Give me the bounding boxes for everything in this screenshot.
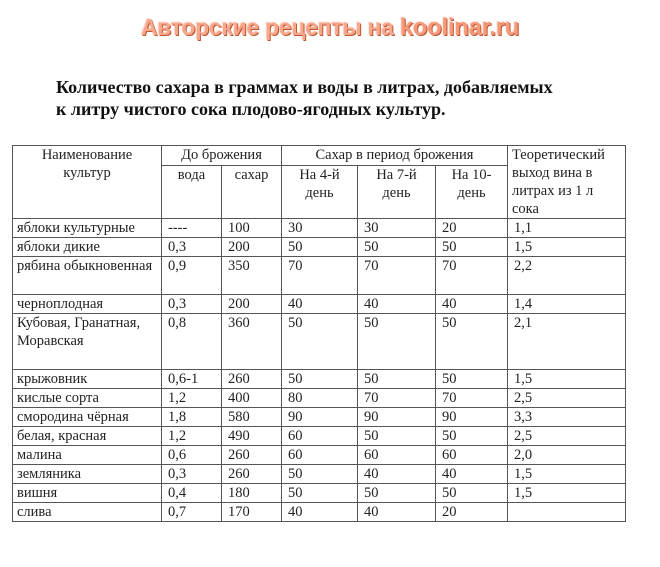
table-row <box>13 465 626 484</box>
cell-water: ---- <box>162 219 222 238</box>
cell-yield: 1,5 <box>508 370 626 389</box>
cell-yield: 1,5 <box>508 484 626 503</box>
cell-d10: 50 <box>436 427 508 446</box>
header-day4: На 4-й день <box>282 165 358 218</box>
table-row <box>13 370 626 389</box>
cell-water: 0,7 <box>162 503 222 522</box>
sugar-water-table <box>12 145 626 522</box>
cell-yield: 2,0 <box>508 446 626 465</box>
table-row <box>13 446 626 465</box>
cell-name: яблоки дикие <box>13 238 162 257</box>
cell-yield: 1,5 <box>508 465 626 484</box>
cell-d10: 70 <box>436 389 508 408</box>
cell-d10: 40 <box>436 295 508 314</box>
cell-d4: 50 <box>282 484 358 503</box>
cell-sugar: 490 <box>222 427 282 446</box>
cell-d10: 20 <box>436 219 508 238</box>
table-row <box>13 484 626 503</box>
cell-water: 0,3 <box>162 238 222 257</box>
cell-d7: 50 <box>358 427 436 446</box>
header-day7: На 7-й день <box>358 165 436 218</box>
table-row <box>13 238 626 257</box>
cell-name: малина <box>13 446 162 465</box>
cell-name: смородина чёрная <box>13 408 162 427</box>
watermark-prefix: Авторские рецепты на <box>140 14 394 40</box>
cell-yield: 3,3 <box>508 408 626 427</box>
cell-d4: 70 <box>282 257 358 295</box>
table-row <box>13 295 626 314</box>
header-yield: Теоретический выход вина в литрах из 1 л сока <box>508 146 626 219</box>
cell-name: белая, красная <box>13 427 162 446</box>
cell-sugar: 200 <box>222 238 282 257</box>
cell-yield <box>508 503 626 522</box>
cell-water: 0,8 <box>162 314 222 370</box>
cell-d4: 50 <box>282 465 358 484</box>
cell-sugar: 260 <box>222 370 282 389</box>
cell-sugar: 180 <box>222 484 282 503</box>
header-before-sugar: сахар <box>222 165 282 218</box>
cell-water: 0,4 <box>162 484 222 503</box>
cell-d10: 50 <box>436 238 508 257</box>
cell-d7: 70 <box>358 389 436 408</box>
cell-d4: 60 <box>282 446 358 465</box>
cell-water: 1,2 <box>162 427 222 446</box>
cell-sugar: 580 <box>222 408 282 427</box>
table-row <box>13 257 626 295</box>
cell-d4: 30 <box>282 219 358 238</box>
cell-sugar: 400 <box>222 389 282 408</box>
cell-yield: 1,5 <box>508 238 626 257</box>
cell-name: земляника <box>13 465 162 484</box>
header-name: Наименование культур <box>13 146 162 219</box>
cell-water: 0,9 <box>162 257 222 295</box>
cell-sugar: 100 <box>222 219 282 238</box>
cell-d10: 20 <box>436 503 508 522</box>
cell-name: крыжовник <box>13 370 162 389</box>
cell-name: черноплодная <box>13 295 162 314</box>
cell-d10: 50 <box>436 314 508 370</box>
cell-water: 0,6-1 <box>162 370 222 389</box>
cell-yield: 2,1 <box>508 314 626 370</box>
cell-d4: 50 <box>282 314 358 370</box>
cell-yield: 2,2 <box>508 257 626 295</box>
cell-d4: 40 <box>282 295 358 314</box>
cell-d7: 30 <box>358 219 436 238</box>
cell-d10: 50 <box>436 484 508 503</box>
cell-yield: 1,1 <box>508 219 626 238</box>
cell-d4: 90 <box>282 408 358 427</box>
cell-yield: 2,5 <box>508 389 626 408</box>
header-day10: На 10-день <box>436 165 508 218</box>
cell-sugar: 260 <box>222 465 282 484</box>
cell-d4: 50 <box>282 238 358 257</box>
cell-sugar: 260 <box>222 446 282 465</box>
cell-d10: 40 <box>436 465 508 484</box>
cell-d10: 70 <box>436 257 508 295</box>
header-during: Сахар в период брожения <box>282 146 508 166</box>
cell-name: слива <box>13 503 162 522</box>
cell-d7: 50 <box>358 238 436 257</box>
cell-d7: 50 <box>358 484 436 503</box>
title-line-2: к литру чистого сока плодово-ягодных культур. <box>56 99 446 119</box>
watermark <box>0 14 660 42</box>
cell-name: рябина обыкновенная <box>13 257 162 295</box>
cell-water: 0,3 <box>162 295 222 314</box>
table-row <box>13 408 626 427</box>
page-title <box>56 76 636 120</box>
cell-d7: 60 <box>358 446 436 465</box>
cell-name: Кубовая, Гранатная, Моравская <box>13 314 162 370</box>
cell-yield: 2,5 <box>508 427 626 446</box>
table-row <box>13 427 626 446</box>
cell-d4: 80 <box>282 389 358 408</box>
cell-sugar: 350 <box>222 257 282 295</box>
cell-yield: 1,4 <box>508 295 626 314</box>
cell-name: яблоки культурные <box>13 219 162 238</box>
cell-sugar: 200 <box>222 295 282 314</box>
table-row <box>13 389 626 408</box>
cell-d7: 90 <box>358 408 436 427</box>
cell-d7: 70 <box>358 257 436 295</box>
table-row <box>13 219 626 238</box>
cell-d10: 50 <box>436 370 508 389</box>
table-row <box>13 314 626 370</box>
cell-d7: 40 <box>358 503 436 522</box>
watermark-site: koolinar.ru <box>399 14 520 41</box>
cell-d7: 40 <box>358 465 436 484</box>
cell-name: кислые сорта <box>13 389 162 408</box>
cell-d7: 50 <box>358 314 436 370</box>
cell-water: 1,8 <box>162 408 222 427</box>
cell-d7: 40 <box>358 295 436 314</box>
cell-d4: 40 <box>282 503 358 522</box>
header-before: До брожения <box>162 146 282 166</box>
cell-d7: 50 <box>358 370 436 389</box>
cell-d10: 90 <box>436 408 508 427</box>
cell-d4: 60 <box>282 427 358 446</box>
cell-water: 0,6 <box>162 446 222 465</box>
cell-sugar: 170 <box>222 503 282 522</box>
cell-d10: 60 <box>436 446 508 465</box>
cell-sugar: 360 <box>222 314 282 370</box>
table-body <box>13 219 626 522</box>
title-line-1: Количество сахара в граммах и воды в литрах, добавляемых <box>56 77 553 97</box>
cell-name: вишня <box>13 484 162 503</box>
cell-d4: 50 <box>282 370 358 389</box>
cell-water: 1,2 <box>162 389 222 408</box>
header-before-water: вода <box>162 165 222 218</box>
table-row <box>13 503 626 522</box>
cell-water: 0,3 <box>162 465 222 484</box>
